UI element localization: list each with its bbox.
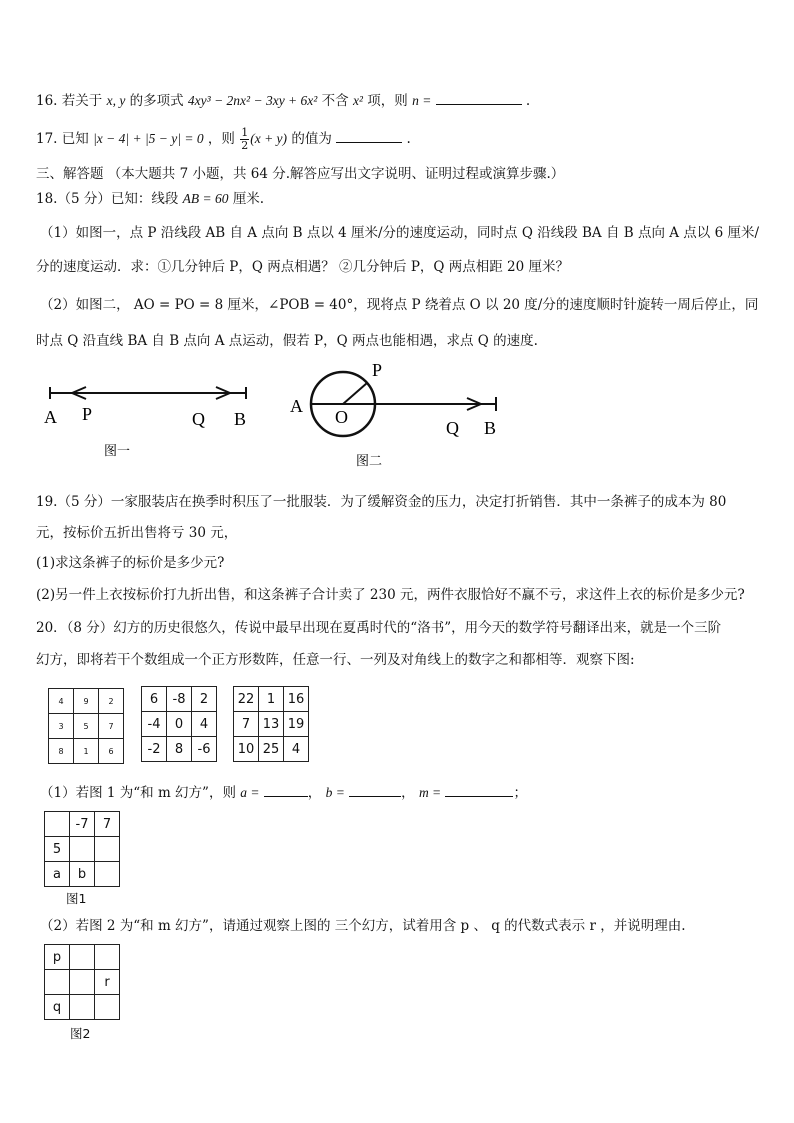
fig1-label-Q: Q bbox=[192, 409, 205, 429]
fig1-caption: 图一 bbox=[104, 443, 131, 458]
square3-cell: 22 bbox=[234, 687, 259, 712]
fig1-label-A: A bbox=[44, 407, 57, 427]
magic-square-2 bbox=[141, 686, 217, 762]
q18-part1-line1: （1）如图一，点 P 沿线段 AB 自 A 点向 B 点以 4 厘米/分的速度运动，同时点 Q 沿线段 BA 自 B 点向 A 点以 6 厘米/ bbox=[40, 225, 760, 241]
figure-2-grid bbox=[44, 944, 120, 1020]
q17-expression: |x − 4| + |5 − y| = 0 bbox=[93, 131, 204, 146]
fig2-grid-cell bbox=[45, 970, 70, 995]
q17-number: 17. bbox=[36, 131, 58, 147]
fig2-caption: 图二 bbox=[356, 453, 383, 468]
magic-square-3 bbox=[233, 686, 309, 762]
square1-cell: 7 bbox=[99, 714, 124, 739]
fig1-grid-cell bbox=[70, 837, 95, 862]
figure-2 bbox=[286, 355, 526, 475]
fig1-grid-cell: -7 bbox=[70, 812, 95, 837]
q16-answer-blank[interactable] bbox=[436, 91, 522, 105]
q20-line2: 幻方，即将若干个数组成一个正方形数阵，任意一行、一列及对角线上的数字之和都相等．观察下图: bbox=[36, 652, 635, 668]
figure-1-grid bbox=[44, 811, 120, 887]
q17-fraction bbox=[240, 127, 249, 152]
q17-answer-blank[interactable] bbox=[336, 129, 402, 143]
q20-var-b: b = bbox=[325, 785, 345, 800]
q19-sub2: (2)另一件上衣按标价打九折出售，和这条裤子合计卖了 230 元，两件衣服恰好不赢不亏，求这件上衣的标价是多少元? bbox=[36, 587, 745, 603]
q18-head-end: 厘米. bbox=[232, 191, 265, 207]
q20-part2: （2）若图 2 为“和 m 幻方”，请通过观察上图的 三个幻方，试着用含 p 、 q 的代数式表示 r ，并说明理由. bbox=[40, 918, 686, 934]
square2-cell: -8 bbox=[167, 687, 192, 712]
q20-var-m: m = bbox=[418, 785, 442, 800]
fig2-label-B: B bbox=[484, 418, 497, 438]
q16-polynomial: 4xy³ − 2nx² − 3xy + 6x² bbox=[187, 93, 318, 108]
square1-cell: 3 bbox=[49, 714, 74, 739]
fig2-grid-cell bbox=[95, 995, 120, 1020]
q20-line1: 20．（8 分）幻方的历史很悠久，传说中最早出现在夏禹时代的“洛书”，用今天的数学符号翻译出来，就是一个三阶 bbox=[36, 620, 722, 636]
q17-expression2: (x + y) bbox=[250, 131, 288, 146]
section-heading: 三、解答题 （本大题共 7 小题，共 64 分.解答应写出文字说明、证明过程或演算步骤.） bbox=[36, 166, 565, 182]
square3-cell: 19 bbox=[284, 712, 309, 737]
fig2-grid-cell: q bbox=[45, 995, 70, 1020]
square3-cell: 4 bbox=[284, 737, 309, 762]
fig2-grid-cell bbox=[70, 970, 95, 995]
fraction-numerator: 1 bbox=[241, 126, 249, 139]
square1-cell: 1 bbox=[74, 739, 99, 764]
square2-cell: -2 bbox=[142, 737, 167, 762]
fig1-grid-cell: a bbox=[45, 862, 70, 887]
q18-head-text: 18.（5 分）已知：线段 bbox=[36, 191, 179, 207]
q17-text: 已知 bbox=[61, 131, 89, 147]
q18-part1-line2: 分的速度运动．求：①几分钟后 P，Q 两点相遇？ ②几分钟后 P，Q 两点相距 20 厘米？ bbox=[36, 259, 570, 275]
fig1-label-B: B bbox=[234, 409, 247, 429]
q16-number: 16. bbox=[36, 93, 58, 109]
question-18-head bbox=[36, 187, 264, 207]
q16-text2: 的多项式 bbox=[129, 93, 184, 109]
q16-text: 若关于 bbox=[61, 93, 103, 109]
square1-cell: 4 bbox=[49, 689, 74, 714]
fig2-label-A: A bbox=[290, 396, 303, 416]
fig2-grid-cell: r bbox=[95, 970, 120, 995]
answer-a-blank[interactable] bbox=[264, 783, 308, 797]
question-17 bbox=[36, 127, 411, 152]
fig2-grid-cell bbox=[95, 945, 120, 970]
square2-cell: 0 bbox=[167, 712, 192, 737]
q16-n: n = bbox=[412, 93, 432, 108]
figure-2-caption: 图2 bbox=[70, 1026, 91, 1041]
square1-cell: 9 bbox=[74, 689, 99, 714]
fig2-grid-cell: p bbox=[45, 945, 70, 970]
square3-cell: 1 bbox=[259, 687, 284, 712]
square1-cell: 8 bbox=[49, 739, 74, 764]
fig1-grid-cell bbox=[45, 812, 70, 837]
fig2-grid-cell bbox=[70, 945, 95, 970]
q18-part2-line2: 时点 Q 沿直线 BA 自 B 点向 A 点运动，假若 P，Q 两点也能相遇，求点 Q 的速度. bbox=[36, 333, 538, 349]
q18-part2-line1: （2）如图二， AO = PO = 8 厘米，∠POB = 40°，现将点 P 绕着点 O 以 20 度/分的速度顺时针旋转一周后停止，同 bbox=[40, 297, 759, 313]
square1-cell: 6 bbox=[99, 739, 124, 764]
fig1-grid-cell: 7 bbox=[95, 812, 120, 837]
q16-term: x² bbox=[352, 93, 363, 108]
q16-text4: 项，则 bbox=[367, 93, 408, 109]
fig1-grid-cell bbox=[95, 862, 120, 887]
q17-end: . bbox=[406, 131, 411, 147]
q17-text2: ，则 bbox=[207, 131, 235, 147]
square2-cell: -6 bbox=[192, 737, 217, 762]
answer-b-blank[interactable] bbox=[349, 783, 401, 797]
answer-m-blank[interactable] bbox=[445, 783, 513, 797]
square2-cell: 8 bbox=[167, 737, 192, 762]
fig2-grid-cell bbox=[70, 995, 95, 1020]
q19-line1: 19.（5 分）一家服装店在换季时积压了一批服装．为了缓解资金的压力，决定打折销售．其中一条裤子的成本为 80 bbox=[36, 494, 727, 510]
square3-cell: 10 bbox=[234, 737, 259, 762]
fig1-grid-cell bbox=[95, 837, 120, 862]
square3-cell: 7 bbox=[234, 712, 259, 737]
q20-part1: （1）若图 1 为“和 m 幻方”，则 a = ， b = ， m = ； bbox=[40, 785, 527, 801]
fig2-label-P: P bbox=[372, 360, 383, 380]
square2-cell: -4 bbox=[142, 712, 167, 737]
figure-1-caption: 图1 bbox=[66, 891, 87, 906]
q16-end: . bbox=[525, 93, 531, 109]
q16-text3: 不含 bbox=[321, 93, 349, 109]
q18-segment: AB = 60 bbox=[182, 191, 229, 206]
square3-cell: 13 bbox=[259, 712, 284, 737]
magic-square-1 bbox=[48, 688, 124, 764]
square2-cell: 6 bbox=[142, 687, 167, 712]
q17-text3: 的值为 bbox=[291, 131, 332, 147]
fig1-label-P: P bbox=[82, 404, 93, 424]
fig2-label-O: O bbox=[335, 407, 348, 427]
question-16 bbox=[36, 89, 530, 109]
fig1-grid-cell: 5 bbox=[45, 837, 70, 862]
fig1-grid-cell: b bbox=[70, 862, 95, 887]
q19-line2: 元，按标价五折出售将亏 30 元， bbox=[36, 525, 238, 541]
q20-part1-text: （1）若图 1 为“和 m 幻方”，则 bbox=[40, 785, 236, 801]
square1-cell: 5 bbox=[74, 714, 99, 739]
q20-var-a: a = bbox=[240, 785, 260, 800]
square2-cell: 2 bbox=[192, 687, 217, 712]
square2-cell: 4 bbox=[192, 712, 217, 737]
square1-cell: 2 bbox=[99, 689, 124, 714]
square3-cell: 16 bbox=[284, 687, 309, 712]
q16-vars: x, y bbox=[106, 93, 126, 108]
fig2-label-Q: Q bbox=[446, 418, 459, 438]
q19-sub1: (1)求这条裤子的标价是多少元? bbox=[36, 555, 225, 571]
fraction-denominator: 2 bbox=[241, 139, 249, 152]
figure-1 bbox=[36, 375, 276, 465]
square3-cell: 25 bbox=[259, 737, 284, 762]
